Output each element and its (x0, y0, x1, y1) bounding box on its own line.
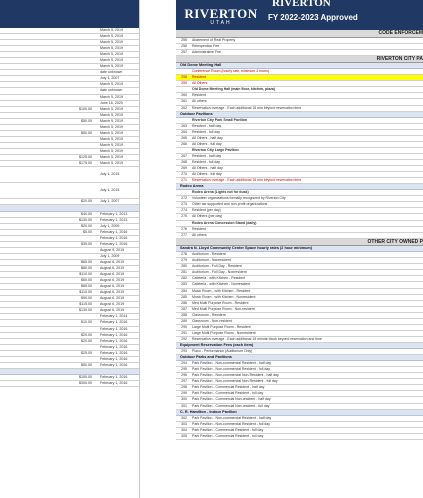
fee-description: Abatement of Real Property (192, 37, 236, 42)
fee-amount: $110.00 (79, 272, 92, 277)
fee-amount: $80.00 (81, 266, 92, 271)
fee-description: Administrative Fee (192, 49, 221, 54)
effective-date: February 1, 2016 (100, 332, 128, 337)
section-heading: Rodeo Arena (176, 184, 423, 190)
effective-date: February 1, 2016 (100, 344, 128, 349)
fee-code: 266 (181, 141, 187, 146)
fee-code: 272 (181, 196, 187, 201)
page-title: RIVERTON (272, 0, 331, 9)
page-subtitle: FY 2022-2023 Approved (268, 13, 358, 22)
fee-amount: $40.00 (81, 211, 92, 216)
logo-city-name: RIVERTON (184, 6, 258, 21)
fee-amount: $175.00 (79, 161, 92, 166)
fee-description: Park Pavilion - Commercial Resident - half day (192, 385, 265, 390)
fee-description: Park Pavilion - Commercial Resident - full day (192, 391, 264, 396)
fee-amount: $50.00 (81, 118, 92, 123)
fee-code: 296 (181, 373, 187, 378)
fee-description: All Others (192, 81, 208, 86)
fee-amount: $35.00 (81, 241, 92, 246)
fee-description: All Others - half day (192, 135, 223, 140)
fee-code: 290 (181, 324, 187, 329)
fee-code: 283 (181, 282, 187, 287)
fee-code: 291 (181, 330, 187, 335)
fee-amount: $20.00 (81, 332, 92, 337)
fee-code: 305 (181, 433, 187, 438)
effective-date: March 5, 2019 (100, 161, 123, 166)
effective-date: March 5, 2019 (100, 34, 123, 39)
effective-date: August 6, 2019 (100, 302, 125, 307)
fee-description: Park Pavilion - Commercial Resident - full day (192, 427, 264, 432)
fee-code: 268 (181, 159, 187, 164)
effective-date: February 1, 2013 (100, 217, 128, 222)
fee-description: Large Multi Purpose Room - Nonresident (192, 330, 256, 335)
fee-code: 263 (181, 123, 187, 128)
fee-amount: $65.00 (81, 260, 92, 264)
fee-description: Conference Room (hourly rate, minimum 2 hours) (192, 69, 270, 74)
section-banner-other: OTHER CITY OWNED P (176, 239, 423, 247)
fee-code: 294 (181, 361, 187, 366)
fee-code: 273 (181, 202, 187, 207)
effective-date: February 1, 2016 (100, 338, 128, 343)
effective-date: February 1, 2016 (100, 326, 128, 331)
effective-date: February 1, 2016 (100, 350, 128, 355)
fee-description: Park Pavilion - Commercial Resident - full day (192, 433, 264, 438)
fee-description: Auditorium - Nonresident (192, 258, 231, 263)
effective-date: March 5, 2019 (100, 40, 123, 45)
fee-description: Rodeo Arena (Lights not for dusk) (192, 190, 249, 195)
effective-date: date unknown (100, 70, 123, 75)
fee-code: 270 (181, 172, 187, 177)
fee-description: Classroom - Non-resident (192, 318, 232, 323)
fee-description: Rodeo Arena Concession Stand (daily) (192, 220, 257, 225)
fee-description: Cafeteria - with Kitchen - Nonresident (192, 282, 251, 287)
effective-date: July 1, 2007 (100, 76, 120, 81)
section-banner-code-enforcement: CODE ENFORCEM (176, 30, 423, 38)
fee-code: 276 (181, 226, 187, 231)
fee-code: 282 (181, 276, 187, 281)
fee-description: Old Dome Meeting Hall (main floor, kitchen, plaza) (192, 87, 276, 92)
fee-code: 271 (181, 178, 187, 183)
effective-date: March 5, 2019 (100, 124, 123, 129)
fee-code: 289 (181, 318, 187, 323)
fee-code: 265 (181, 135, 187, 140)
fee-code: 257 (181, 49, 187, 54)
fee-amount: $25.00 (81, 350, 92, 355)
effective-date: date unknown (100, 88, 123, 93)
section-heading: Outdoor Parks and Pavilions (176, 355, 423, 361)
fee-description: All others (192, 232, 207, 237)
effective-date: March 5, 2019 (100, 106, 123, 111)
fee-description: Large Multi Purpose Room - Resident (192, 324, 251, 329)
fee-description: Park Pavilion - Non-commercial Resident - half day (192, 361, 272, 366)
fee-code: 261 (181, 99, 187, 104)
effective-date: February 1, 2016 (100, 235, 128, 240)
effective-date: March 5, 2019 (100, 154, 123, 159)
effective-date: March 5, 2019 (100, 136, 123, 141)
fee-amount: $130.00 (79, 217, 92, 222)
riverton-logo (182, 2, 260, 28)
fee-description: Auditorium - Full Day - Nonresident (192, 270, 247, 275)
fee-description: Reservation overage - Each additional 15 min beyond reservation time (192, 178, 302, 183)
effective-date: February 1, 2013 (100, 211, 128, 216)
fee-amount: $20.00 (81, 338, 92, 343)
fee-code: 278 (181, 252, 187, 257)
fee-description: Riverton City Park Small Pavilion (192, 117, 248, 122)
fee-code: 258 (181, 75, 187, 80)
fee-description: Cafeteria - with Kitchen - Resident (192, 276, 246, 281)
fee-description: Resident (per day) (192, 208, 221, 213)
fee-description: Auditorium - Full Day - Resident (192, 264, 242, 269)
fee-code: 277 (181, 232, 187, 237)
fee-amount: $50.00 (81, 362, 92, 367)
fee-description: Reinspection Fee (192, 43, 220, 48)
fee-amount: $130.00 (79, 308, 92, 313)
fee-code: 302 (181, 415, 187, 420)
effective-date: March 5, 2019 (100, 142, 123, 147)
effective-date: February 1, 2016 (100, 241, 128, 246)
fee-code: 267 (181, 153, 187, 158)
left-page-header-band (0, 0, 139, 28)
effective-date: February 1, 2016 (100, 229, 128, 234)
fee-description: Park Pavilion - Commercial Non-resident - full day (192, 403, 270, 408)
effective-date: March 5, 2019 (100, 82, 123, 87)
effective-date: February 1, 2016 (100, 356, 128, 361)
section-heading: Equipment Reservation Fees (each item) (176, 343, 423, 349)
fee-code: 262 (181, 105, 187, 110)
fee-description: Resident (192, 226, 206, 231)
section-heading: C. R. Hamilton - Indoor Pavilion (176, 410, 423, 416)
fee-code: 281 (181, 270, 187, 275)
logo-state-name: UTAH (210, 20, 232, 26)
effective-date: February 1, 2016 (100, 381, 128, 386)
fee-description: Riverton City Large Pavilion (192, 147, 239, 152)
effective-date: August 6, 2019 (100, 296, 125, 301)
fee-code: 297 (181, 379, 187, 384)
fee-code: 288 (181, 312, 187, 317)
fee-description: Resident (192, 93, 206, 98)
fee-amount: $300.00 (79, 381, 92, 386)
fee-description: Med Multi Purpose Room - Non-resident (192, 306, 255, 311)
table-row (0, 183, 139, 199)
effective-date: August 6, 2019 (100, 308, 125, 313)
effective-date: March 5, 2019 (100, 148, 123, 153)
fee-code: 295 (181, 367, 187, 372)
effective-date: March 5, 2019 (100, 28, 123, 32)
effective-date: March 5, 2019 (100, 130, 123, 135)
section-heading: Sandra N. Lloyd Community Center Space hourly rates (2 hour minimum) (176, 246, 423, 252)
right-document-page (176, 0, 423, 498)
fee-code: 303 (181, 421, 187, 426)
fee-description: All Others (per day) (192, 214, 223, 219)
page-gap (140, 0, 176, 498)
effective-date: July 1, 2009 (100, 253, 120, 258)
fee-code: 286 (181, 300, 187, 305)
fee-code: 274 (181, 208, 187, 213)
fee-code: 279 (181, 258, 187, 263)
fee-amount: $125.00 (79, 154, 92, 159)
fee-description: Reservation overage - Each additional 15 minute block beyond reservation and time (192, 336, 322, 341)
fee-amount: $50.00 (81, 130, 92, 135)
table-row (0, 167, 139, 183)
fee-code: 264 (181, 129, 187, 134)
effective-date: February 1, 2016 (100, 320, 128, 325)
effective-date: August 6, 2019 (100, 272, 125, 277)
fee-description: Music Room - with Kitchen - Nonresident (192, 294, 256, 299)
effective-date: August 6, 2019 (100, 290, 125, 295)
fee-code: 280 (181, 264, 187, 269)
effective-date: February 1, 2014 (100, 314, 128, 319)
effective-date: February 1, 2016 (100, 375, 128, 380)
fee-amount: $5.00 (83, 229, 92, 234)
fee-code: 301 (181, 403, 187, 408)
fee-description: All others (192, 99, 207, 104)
fee-description: Classroom - Resident (192, 312, 226, 317)
fee-code: 275 (181, 214, 187, 219)
fee-code: 256 (181, 43, 187, 48)
fee-code: 292 (181, 336, 187, 341)
fee-description: Piano - Performance (Auditorium Only) (192, 349, 253, 354)
effective-date: August 6, 2019 (100, 278, 125, 283)
left-fee-table (0, 28, 139, 387)
effective-date: July 1, 2009 (100, 223, 120, 228)
fee-description: Volunteer organizations formally recognized by Riverton City (192, 196, 286, 201)
effective-date: March 5, 2019 (100, 118, 123, 123)
fee-description: Resident - half day (192, 153, 222, 158)
fee-amount: $85.00 (81, 284, 92, 289)
fee-description: Park Pavilion - Non-commercial Resident - half day (192, 415, 272, 420)
fee-code: 285 (181, 294, 187, 299)
fee-description: Music Room - with Kitchen - Resident (192, 288, 251, 293)
page-header (176, 0, 423, 30)
fee-code: 284 (181, 288, 187, 293)
fee-description: Park Pavilion - Commercial Non-resident - half day (192, 397, 271, 402)
fee-description: Park Pavilion - Non-commercial Resident - full day (192, 421, 270, 426)
effective-date: August 9, 2019 (100, 247, 125, 252)
left-document-page (0, 0, 140, 498)
fee-amount: $115.00 (79, 302, 92, 307)
effective-date: March 5, 2019 (100, 94, 123, 99)
fee-description: Resident - full day (192, 129, 221, 134)
fee-description: Reservation overage - Each additional 15 min beyond reservation time (192, 105, 302, 110)
fee-amount: $60.00 (81, 278, 92, 283)
fee-description: All Others - full day (192, 141, 222, 146)
fee-description: Other tax supported and non-profit organizations (192, 202, 268, 207)
fee-amount: $20.00 (81, 223, 92, 228)
effective-date: March 5, 2019 (100, 46, 123, 51)
effective-date: August 6, 2019 (100, 284, 125, 289)
fee-code: 304 (181, 427, 187, 432)
section-banner-park: RIVERTON CITY PA (176, 56, 423, 64)
fee-description: Park Pavilion - Non-commercial Non-Resident - half day (192, 373, 279, 378)
effective-date: July 1, 2007 (100, 199, 120, 204)
fee-code: 255 (181, 37, 187, 42)
fee-amount: $100.00 (79, 106, 92, 111)
fee-description: All Others - full day (192, 172, 222, 177)
fee-code: 293 (181, 349, 187, 354)
fee-description: Park Pavilion - Non-commercial Non-Resident - full day (192, 379, 278, 384)
fee-code: 299 (181, 391, 187, 396)
effective-date: March 5, 2019 (100, 58, 123, 63)
effective-date: June 16, 2020 (100, 100, 123, 105)
fee-code: 300 (181, 397, 187, 402)
fee-amount: $20.00 (81, 199, 92, 204)
fee-description: Med Multi Purpose Room - Resident (192, 300, 249, 305)
fee-code: 260 (181, 93, 187, 98)
fee-description: Resident - half day (192, 123, 222, 128)
fee-amount: $150.00 (79, 375, 92, 380)
effective-date: July 1, 2015 (100, 188, 120, 193)
fee-code: 287 (181, 306, 187, 311)
fee-code: 269 (181, 166, 187, 171)
effective-date: March 5, 2019 (100, 52, 123, 57)
fee-description: Park Pavilion - Non-commercial Resident - full day (192, 367, 270, 372)
fee-amount: $90.00 (81, 296, 92, 301)
fee-code: 259 (181, 81, 187, 86)
effective-date: August 6, 2019 (100, 266, 125, 271)
fee-description: Auditorium - Resident (192, 252, 226, 257)
fee-description: All Others - half day (192, 166, 223, 171)
section-heading: Old Dome Meeting Hall (176, 63, 423, 69)
fee-description: Resident - full day (192, 159, 221, 164)
fee-amount: $10.00 (81, 320, 92, 325)
fee-amount: $110.00 (79, 290, 92, 295)
fee-row (176, 434, 423, 440)
effective-date: March 5, 2019 (100, 64, 123, 69)
fee-code: 298 (181, 385, 187, 390)
effective-date: August 6, 2019 (100, 260, 125, 264)
section-heading: Outdoor Pavilions (176, 112, 423, 118)
fee-description: Resident (192, 75, 206, 80)
effective-date: July 1, 2015 (100, 172, 120, 177)
effective-date: March 5, 2019 (100, 112, 123, 117)
effective-date: February 1, 2016 (100, 362, 128, 367)
table-row (0, 381, 139, 387)
